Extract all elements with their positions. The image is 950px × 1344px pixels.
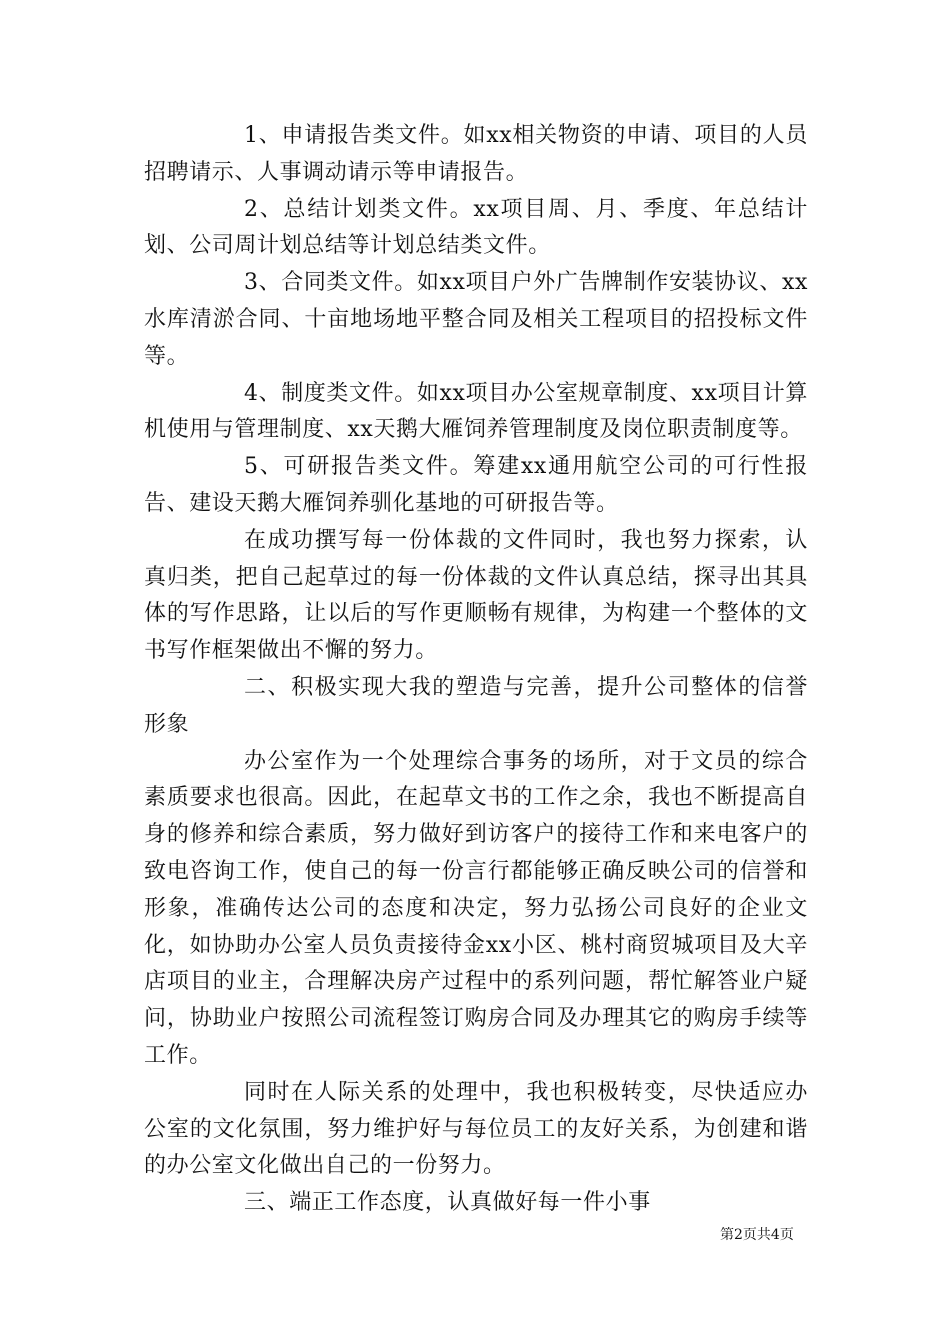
paragraph-relationships: 同时在人际关系的处理中，我也积极转变，尽快适应办公室的文化氛围，努力维护好与每位员工的友好关系，为创建和谐的办公室文化做出自己的一份努力。: [144, 1079, 808, 1179]
section-heading-3: 三、端正工作态度，认真做好每一件小事: [244, 1190, 651, 1216]
paragraph-item-4: 4、制度类文件。如xx项目办公室规章制度、xx项目计算机使用与管理制度、xx天鹅大雁饲养管理制度及岗位职责制度等。: [144, 380, 808, 443]
paragraph-item-5: 5、可研报告类文件。筹建xx通用航空公司的可行性报告、建设天鹅大雁饲养驯化基地的可研报告等。: [144, 454, 808, 516]
paragraph-item-2: 2、总结计划类文件。xx项目周、月、季度、年总结计划、公司周计划总结等计划总结类文件。: [144, 196, 808, 259]
document-body: [144, 118, 808, 1222]
paragraph-item-3: 3、合同类文件。如xx项目户外广告牌制作安装协议、xx水库清淤合同、十亩地场地平整合同及相关工程项目的招投标文件等。: [144, 270, 808, 369]
paragraph-item-1: 1、申请报告类文件。如xx相关物资的申请、项目的人员招聘请示、人事调动请示等申请报告。: [144, 123, 808, 185]
page-number-footer: 第2页共4页: [720, 1227, 794, 1243]
paragraph-office-duties: 办公室作为一个处理综合事务的场所，对于文员的综合素质要求也很高。因此，在起草文书的工作之余，我也不断提高自身的修养和综合素质，努力做好到访客户的接待工作和来电客户的致电咨询工作，使自己的每一份言行都能够正确反映公司的信誉和形象，准确传达公司的态度和决定，努力弘扬公司良好的企业文化，如协助办公室人员负责接待金xx小区、桃村商贸城项目及大辛店项目的业主，合理解决房产过程中的系列问题，帮忙解答业户疑问，协助业户按照公司流程签订购房合同及办理其它的购房手续等工作。: [144, 748, 808, 1068]
paragraph-summary: 在成功撰写每一份体裁的文件同时，我也努力探索，认真归类，把自己起草过的每一份体裁的文件认真总结，探寻出其具体的写作思路，让以后的写作更顺畅有规律，为构建一个整体的文书写作框架做出不懈的努力。: [144, 527, 808, 664]
section-heading-2: 二、积极实现大我的塑造与完善，提升公司整体的信誉形象: [144, 674, 808, 737]
